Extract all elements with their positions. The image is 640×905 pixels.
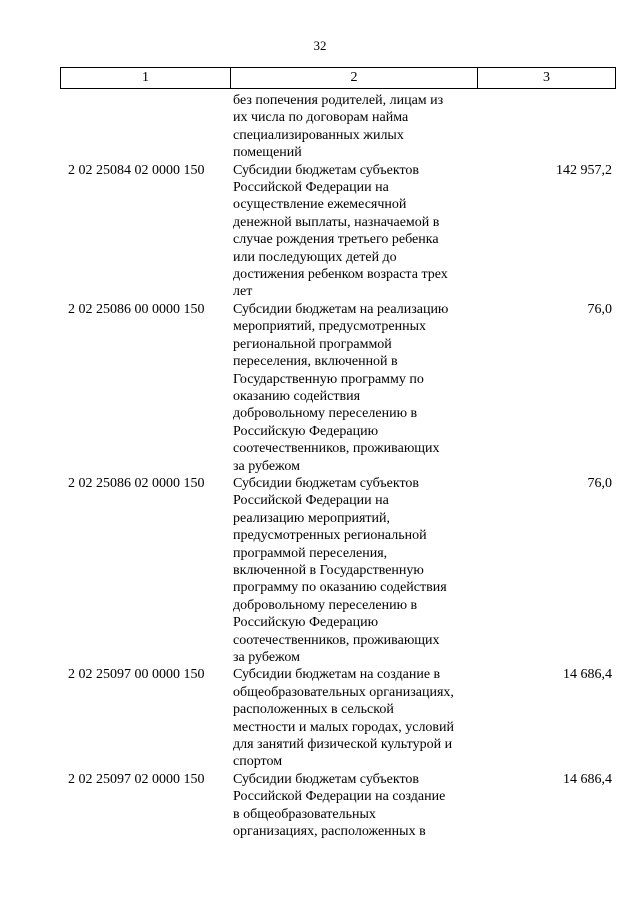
description-line: случае рождения третьего ребенка <box>233 232 439 248</box>
description-line: Российскую Федерацию <box>233 615 379 631</box>
table-row <box>60 475 616 666</box>
row-amount: 14 686,4 <box>563 667 612 683</box>
row-description <box>230 301 477 475</box>
description-line: общеобразовательных организациях, <box>233 684 454 700</box>
description-line: Субсидии бюджетам субъектов <box>233 162 420 178</box>
description-line: Государственную программу по <box>233 371 424 387</box>
table-body <box>60 92 616 840</box>
description-line: Субсидии бюджетам на реализацию <box>233 301 449 317</box>
description-line: организациях, расположенных в <box>233 824 426 840</box>
description-line: для занятий физической культурой и <box>233 737 453 753</box>
description-line: без попечения родителей, лицам из <box>233 93 444 108</box>
description-line: за рубежом <box>233 458 300 474</box>
row-description <box>230 92 477 162</box>
budget-code: 2 02 25086 00 0000 150 <box>68 301 205 317</box>
table-row <box>60 301 616 475</box>
description-line: в общеобразовательных <box>233 806 376 822</box>
description-line: программой переселения, <box>233 545 388 561</box>
description-line: Российскую Федерацию <box>233 423 379 439</box>
budget-code: 2 02 25097 00 0000 150 <box>68 667 205 683</box>
description-line: оказанию содействия <box>233 388 361 404</box>
description-line: программу по оказанию содействия <box>233 580 447 596</box>
description-line: специализированных жилых <box>233 127 404 143</box>
description-line: Субсидии бюджетам на создание в <box>233 667 441 683</box>
description-line: помещений <box>233 145 302 161</box>
description-line: мероприятий, предусмотренных <box>233 319 427 335</box>
row-amount: 14 686,4 <box>563 771 612 787</box>
table-row <box>60 162 616 301</box>
description-line: Субсидии бюджетам субъектов <box>233 771 420 787</box>
budget-code: 2 02 25084 02 0000 150 <box>68 162 205 178</box>
description-line: Российской Федерации на <box>233 180 389 196</box>
row-description <box>230 475 477 666</box>
table-row <box>60 771 616 841</box>
budget-code: 2 02 25097 02 0000 150 <box>68 771 205 787</box>
description-line: включенной в Государственную <box>233 562 424 578</box>
table-row <box>60 92 616 162</box>
column-header-1: 1 <box>61 68 231 88</box>
description-line: за рубежом <box>233 650 300 665</box>
budget-code: 2 02 25086 02 0000 150 <box>68 475 205 491</box>
description-line: Российской Федерации на <box>233 493 389 509</box>
description-line: достижения ребенком возраста трех <box>233 267 448 283</box>
description-line: реализацию мероприятий, <box>233 510 390 526</box>
description-line: расположенных в сельской <box>233 702 394 718</box>
description-line: местности и малых городах, условий <box>233 719 455 735</box>
row-description <box>230 771 477 841</box>
row-description <box>230 666 477 770</box>
budget-code <box>60 92 230 162</box>
description-line: соотечественников, проживающих <box>233 441 440 457</box>
row-amount: 76,0 <box>587 475 612 491</box>
row-description <box>230 162 477 301</box>
description-line: Субсидии бюджетам субъектов <box>233 475 420 491</box>
description-line: добровольному переселению в <box>233 597 418 613</box>
description-line: лет <box>233 284 253 300</box>
description-line: региональной программой <box>233 336 392 352</box>
description-line: добровольному переселению в <box>233 406 418 422</box>
description-line: их числа по договорам найма <box>233 110 409 126</box>
column-header-3: 3 <box>543 70 550 85</box>
page-number: 32 <box>313 38 327 53</box>
description-line: осуществление ежемесячной <box>233 197 407 213</box>
description-line: денежной выплаты, назначаемой в <box>233 214 440 230</box>
row-amount: 76,0 <box>587 301 612 317</box>
row-amount <box>477 92 616 162</box>
description-line: или последующих детей до <box>233 249 397 265</box>
table-header <box>60 67 616 89</box>
table-row <box>60 666 616 770</box>
description-line: Российской Федерации на создание <box>233 789 446 805</box>
description-line: предусмотренных региональной <box>233 528 427 544</box>
row-amount: 142 957,2 <box>556 162 612 178</box>
description-line: переселения, включенной в <box>233 354 398 370</box>
description-line: спортом <box>233 754 283 770</box>
description-line: соотечественников, проживающих <box>233 632 440 648</box>
column-header-2: 2 <box>231 68 478 88</box>
